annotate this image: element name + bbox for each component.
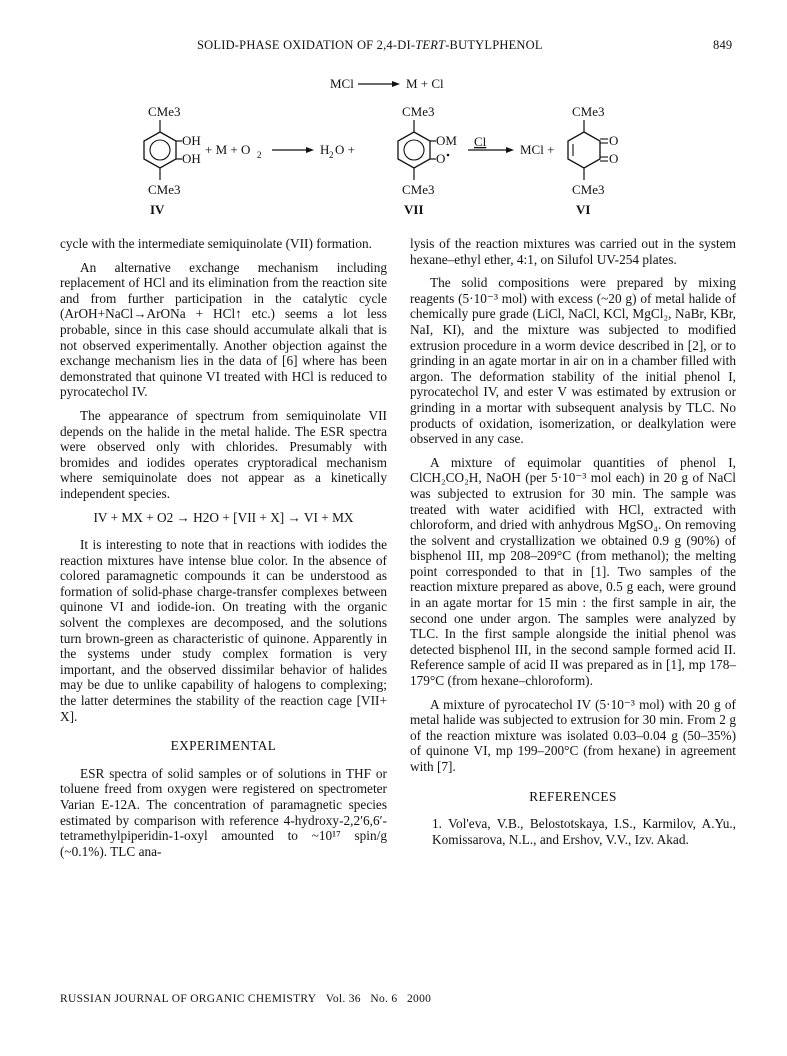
- label-iv: IV: [150, 202, 165, 217]
- compound-iv-structure: [144, 104, 201, 217]
- arrow-label: Cl: [474, 134, 487, 149]
- journal-name: RUSSIAN JOURNAL OF ORGANIC CHEMISTRY: [60, 993, 317, 1005]
- journal-number: No. 6: [370, 993, 398, 1005]
- svg-text:O: O: [609, 133, 619, 148]
- right-column: [410, 236, 736, 855]
- running-title: SOLID-PHASE OXIDATION OF 2,4-DI-TERT-BUTYLPHENOL: [197, 38, 543, 52]
- paragraph: A mixture of equimolar quantities of phenol I, ClCH₂CO₂H, NaOH (per 5·10⁻³ mol each) in 20 g of NaCl was subjected to extrusion for 30 min. The sample was treated with water acidified with HCl, extracted with chloroform, and dried with anhydrous MgSO₄. On removing the solvent and crystallization we obtained 0.9 g (90%) of bisphenol III, mp 208–209°C (from methanol); the melting point corresponded to that in [1]. Two samples of the reaction mixture prepared as above, 0.5 g each, were ground in an agate mortar for 15 min : the first sample in air, the second one under argon. The samples were analyzed by TLC. In the first sample alongside the initial phenol was detected bisphenol III, in the second sample formed acid II. Reference sample of acid II was prepared as in [1], mp 178–179°C (from hexane–chloroform).: [410, 454, 736, 689]
- paragraph: ESR spectra of solid samples or of solutions in THF or toluene freed from oxygen were registered on spectrometer Varian E-12A. The concentration of paramagnetic species estimated by comparison with reference 4-hydroxy-2,2′6,6′-tetramethylpiperidin-1-oxyl amounted to ~10¹⁷ spin/g (~0.1%). TLC ana-: [60, 765, 387, 859]
- paragraph: lysis of the reaction mixtures was carried out in the system hexane–ethyl ether, 4:1, on Silufol UV-254 plates.: [410, 236, 736, 267]
- journal-volume: Vol. 36: [325, 993, 361, 1005]
- compound-vi-structure: [568, 104, 618, 217]
- reference-item: 1. Vol'eva, V.B., Belostotskaya, I.S., Karmilov, A.Yu., Komissarova, N.L., and Ershov, V.V., Izv. Akad.: [432, 816, 736, 847]
- paragraph: An alternative exchange mechanism including replacement of HCl and its elimination from the reaction site and from further participation in the catalytic cycle (ArOH+NaCl→ArONa + HCl↑ etc.) seems a lot less probable, since in this case should accumulate alkali that is not observed experimentally. Another objection against the exchange mechanism lies in the data of [6] where has been demonstrated that quinone VI treated with HCl is reduced to pyrocatechol IV.: [60, 259, 387, 400]
- svg-text:OH: OH: [182, 133, 201, 148]
- top-reaction-left: MCl: [330, 76, 354, 91]
- top-reaction-right: M + Cl: [406, 76, 444, 91]
- paragraph: The solid compositions were prepared by mixing reagents (5·10⁻³ mol) with excess (~20 g) of metal halide of chemically pure grade (LiCl, NaCl, KCl, MgCl₂, NaBr, KBr, NaI, KI), and the mixture was subjected to modified extrusion procedure in a worm device described in [2], or to grinding in an agate mortar in air on in a chamber filled with argon. The deformation stability of the initial phenol I, pyrocatechol IV, and ester V was estimated by extrusion or grinding in a mortar with subsequent analysis by TLC. No products of oxidation, isomerization, or dealkylation were observed in any case.: [410, 275, 736, 447]
- running-footer: [60, 993, 431, 1005]
- svg-text:OM: OM: [436, 133, 457, 148]
- svg-text:O: O: [609, 151, 619, 166]
- page-number: 849: [713, 38, 733, 52]
- label-vi: VI: [576, 202, 591, 217]
- svg-text:CMe3: CMe3: [148, 182, 181, 197]
- section-heading-experimental: EXPERIMENTAL: [170, 738, 277, 754]
- svg-text:CMe3: CMe3: [572, 182, 605, 197]
- paragraph: It is interesting to note that in reactions with iodides the reaction mixtures have intense blue color. In the absence of colored paramagnetic compounds it can be understood as formation of solid-phase charge-transfer complexes between quinone VI and iodide-ion. On treating with the organic solvent the complexes are decomposed, and the solutions turn brown-green as characteristic of quinone. Apparently in the systems under study complex formation is very important, and the observed dissimilar behavior of halides may be due to unlike capability of halogens to complexing; the latter determines the stability of the reaction cage [VII+ X].: [60, 537, 387, 724]
- reaction-scheme: [130, 64, 660, 224]
- journal-year: 2000: [406, 993, 432, 1005]
- water: H: [320, 142, 330, 157]
- compound-vii-structure: [398, 104, 457, 217]
- product-mcl: MCl +: [520, 142, 555, 157]
- equation: IV + MX + O2 → H2O + [VII + X] → VI + MX: [93, 509, 354, 525]
- reagents: + M + O: [205, 142, 251, 157]
- svg-text:CMe3: CMe3: [148, 104, 181, 119]
- svg-text:O +: O +: [335, 142, 355, 157]
- svg-text:2: 2: [329, 150, 334, 160]
- svg-text:CMe3: CMe3: [402, 104, 435, 119]
- label-vii: VII: [404, 202, 424, 217]
- svg-text:CMe3: CMe3: [572, 104, 605, 119]
- paragraph: The appearance of spectrum from semiquinolate VII depends on the halide in the metal halide. The ESR spectra were observed only with chlorides. Presumably with bromides and iodides operates cryptoradical mechanism where semiquinolate does not appear as a kinetically independent species.: [60, 407, 387, 501]
- svg-text:2: 2: [257, 150, 262, 160]
- section-heading-references: REFERENCES: [529, 788, 617, 804]
- svg-text:OH: OH: [182, 151, 201, 166]
- left-column: [60, 236, 387, 867]
- paragraph: cycle with the intermediate semiquinolate (VII) formation.: [60, 236, 372, 251]
- svg-text:O: O: [436, 151, 446, 166]
- svg-text:CMe3: CMe3: [402, 182, 435, 197]
- paragraph: A mixture of pyrocatechol IV (5·10⁻³ mol) with 20 g of metal halide was subjected to extrusion for 30 min. From 2 g of the reaction mixture was isolated 0.03–0.04 g (50–35%) of quinone VI, mp 199–200°C (from hexane) in agreement with [7].: [410, 696, 736, 774]
